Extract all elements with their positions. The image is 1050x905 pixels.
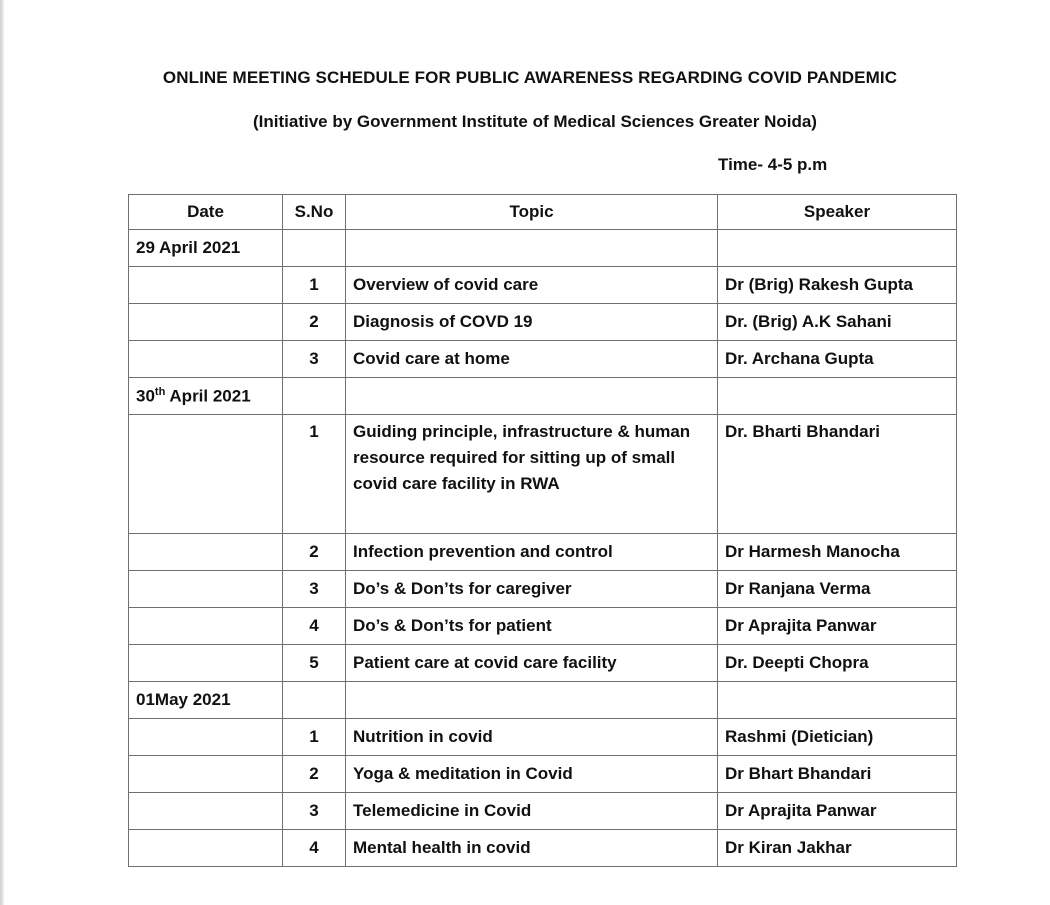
empty-cell [129, 267, 283, 304]
empty-cell [718, 378, 957, 415]
document-subtitle: (Initiative by Government Institute of Medical Sciences Greater Noida) [253, 112, 817, 131]
table-row [129, 793, 957, 830]
empty-cell [129, 415, 283, 534]
sno-cell: 4 [283, 830, 346, 867]
topic-cell: Guiding principle, infrastructure & human resource required for sitting up of small covid care facility in RWA [346, 415, 718, 534]
topic-cell: Do’s & Don’ts for caregiver [346, 571, 718, 608]
table-row [129, 719, 957, 756]
topic-cell: Do’s & Don’ts for patient [346, 608, 718, 645]
date-row [129, 378, 957, 415]
sno-cell: 1 [283, 267, 346, 304]
empty-cell [129, 645, 283, 682]
table-row [129, 341, 957, 378]
topic-cell: Overview of covid care [346, 267, 718, 304]
date-row [129, 230, 957, 267]
sno-cell: 4 [283, 608, 346, 645]
speaker-cell: Dr Aprajita Panwar [718, 608, 957, 645]
table-row [129, 304, 957, 341]
date-cell: 29 April 2021 [129, 230, 283, 267]
sno-cell: 3 [283, 571, 346, 608]
sno-cell: 1 [283, 415, 346, 534]
speaker-cell: Dr Aprajita Panwar [718, 793, 957, 830]
header-topic: Topic [346, 195, 718, 230]
sno-cell: 3 [283, 341, 346, 378]
sno-cell: 3 [283, 793, 346, 830]
header-speaker: Speaker [718, 195, 957, 230]
empty-cell [129, 793, 283, 830]
date-cell: 01May 2021 [129, 682, 283, 719]
speaker-cell: Dr. Deepti Chopra [718, 645, 957, 682]
speaker-cell: Dr Kiran Jakhar [718, 830, 957, 867]
speaker-cell: Rashmi (Dietician) [718, 719, 957, 756]
empty-cell [129, 608, 283, 645]
speaker-cell: Dr (Brig) Rakesh Gupta [718, 267, 957, 304]
sno-cell: 5 [283, 645, 346, 682]
speaker-cell: Dr. (Brig) A.K Sahani [718, 304, 957, 341]
page-left-edge [0, 0, 4, 905]
speaker-cell: Dr. Archana Gupta [718, 341, 957, 378]
topic-cell: Covid care at home [346, 341, 718, 378]
date-day: 30 [136, 386, 155, 406]
empty-cell [129, 719, 283, 756]
topic-cell: Patient care at covid care facility [346, 645, 718, 682]
empty-cell [129, 341, 283, 378]
speaker-cell: Dr. Bharti Bhandari [718, 415, 957, 534]
topic-cell: Mental health in covid [346, 830, 718, 867]
table-row [129, 534, 957, 571]
empty-cell [129, 756, 283, 793]
sno-cell: 2 [283, 534, 346, 571]
sno-cell: 2 [283, 304, 346, 341]
topic-cell: Yoga & meditation in Covid [346, 756, 718, 793]
table-row [129, 415, 957, 534]
table-row [129, 756, 957, 793]
date-row [129, 682, 957, 719]
empty-cell [129, 534, 283, 571]
empty-cell [346, 230, 718, 267]
empty-cell [718, 230, 957, 267]
sno-cell: 2 [283, 756, 346, 793]
schedule-table [128, 194, 957, 867]
table-row [129, 608, 957, 645]
empty-cell [346, 682, 718, 719]
empty-cell [718, 682, 957, 719]
topic-cell: Diagnosis of COVD 19 [346, 304, 718, 341]
topic-cell: Nutrition in covid [346, 719, 718, 756]
date-month-year: April 2021 [165, 386, 251, 406]
header-date: Date [129, 195, 283, 230]
speaker-cell: Dr Harmesh Manocha [718, 534, 957, 571]
table-header-row [129, 195, 957, 230]
speaker-cell: Dr Bhart Bhandari [718, 756, 957, 793]
empty-cell [346, 378, 718, 415]
topic-cell: Infection prevention and control [346, 534, 718, 571]
sno-cell: 1 [283, 719, 346, 756]
table-row [129, 645, 957, 682]
empty-cell [283, 682, 346, 719]
date-cell [129, 378, 283, 415]
meeting-time: Time- 4-5 p.m [718, 155, 828, 174]
speaker-cell: Dr Ranjana Verma [718, 571, 957, 608]
table-row [129, 571, 957, 608]
table-row [129, 267, 957, 304]
topic-cell: Telemedicine in Covid [346, 793, 718, 830]
empty-cell [129, 830, 283, 867]
table-row [129, 830, 957, 867]
empty-cell [129, 571, 283, 608]
empty-cell [129, 304, 283, 341]
document-title: ONLINE MEETING SCHEDULE FOR PUBLIC AWARENESS REGARDING COVID PANDEMIC [162, 68, 898, 87]
header-sno: S.No [283, 195, 346, 230]
empty-cell [283, 378, 346, 415]
date-ordinal: th [154, 385, 166, 398]
empty-cell [283, 230, 346, 267]
